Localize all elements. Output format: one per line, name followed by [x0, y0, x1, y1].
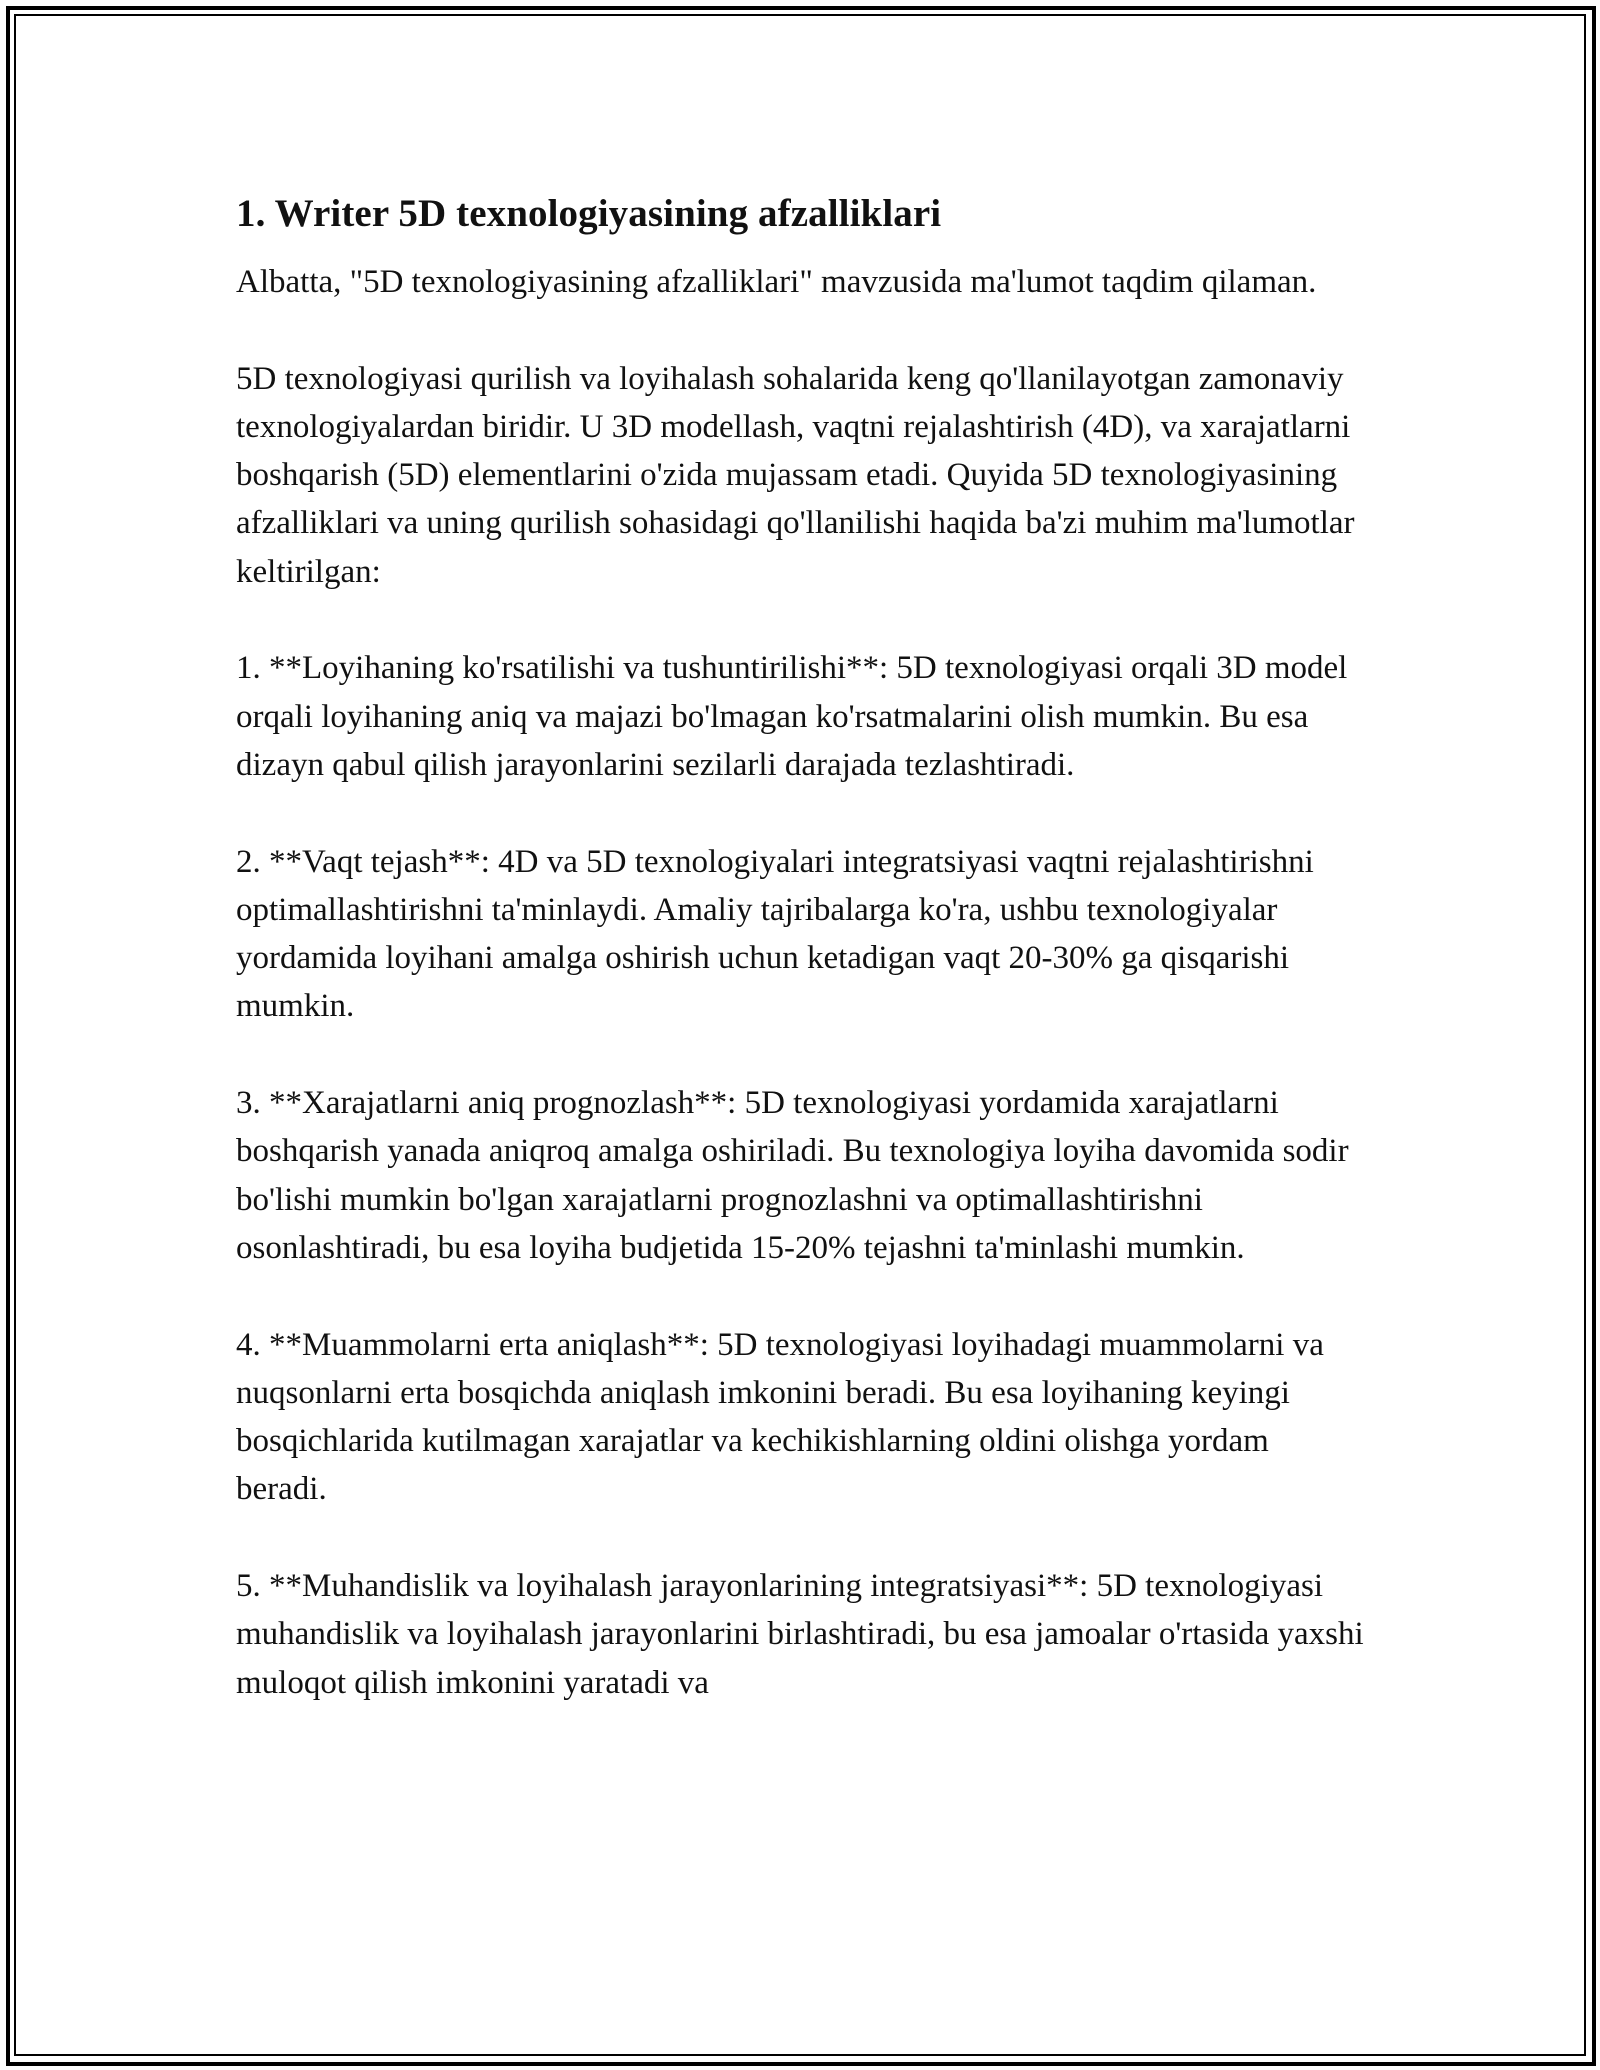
document-title: 1. Writer 5D texnologiyasining afzalliklari — [236, 192, 942, 235]
list-item-3: 3. **Xarajatlarni aniq prognozlash**: 5D texnologiyasi yordamida xarajatlarni boshqarish yanada aniqroq amalga oshiriladi. Bu texnologiya loyiha davomida sodir bo'lishi mumkin bo'lgan xarajatlarni prognozlashni va optimallashtirishni osonlashtiradi, bu esa loyiha budjetida 15-20% tejashni ta'minlashi mumkin. — [236, 1085, 1349, 1266]
list-item-4: 4. **Muammolarni erta aniqlash**: 5D texnologiyasi loyihadagi muammolarni va nuqsonlarni erta bosqichda aniqlash imkonini beradi. Bu esa loyihaning keyingi bosqichlarida kutilmagan xarajatlar va kechikishlarning oldini olishga yordam beradi. — [236, 1326, 1324, 1508]
document-body — [236, 258, 1366, 1707]
list-item-5: 5. **Muhandislik va loyihalash jarayonlarining integratsiyasi**: 5D texnologiyasi muhandislik va loyihalash jarayonlarini birlashtiradi, bu esa jamoalar o'rtasida yaxshi muloqot qilish imkonini yaratadi va — [236, 1568, 1364, 1701]
list-item-2: 2. **Vaqt tejash**: 4D va 5D texnologiyalari integratsiyasi vaqtni rejalashtirishni optimallashtirishni ta'minlaydi. Amaliy tajribalarga ko'ra, ushbu texnologiyalar yordamida loyihani amalga oshirish uchun ketadigan vaqt 20-30% ga qisqarishi mumkin. — [236, 843, 1314, 1025]
list-item-1: 1. **Loyihaning ko'rsatilishi va tushuntirilishi**: 5D texnologiyasi orqali 3D model orqali loyihaning aniq va majazi bo'lmagan ko'rsatmalarini olish mumkin. Bu esa dizayn qabul qilish jarayonlarini sezilarli darajada tezlashtiradi. — [236, 650, 1348, 783]
overview-paragraph: 5D texnologiyasi qurilish va loyihalash sohalarida keng qo'llanilayotgan zamonaviy texnologiyalardan biridir. U 3D modellash, vaqtni rejalashtirish (4D), va xarajatlarni boshqarish (5D) elementlarini o'zida mujassam etadi. Quyida 5D texnologiyasining afzalliklari va uning qurilish sohasidagi qo'llanilishi haqida ba'zi muhim ma'lumotlar keltirilgan: — [236, 360, 1355, 590]
document-page — [236, 188, 1366, 1707]
intro-paragraph: Albatta, "5D texnologiyasining afzalliklari" mavzusida ma'lumot taqdim qilaman. — [236, 264, 1317, 300]
